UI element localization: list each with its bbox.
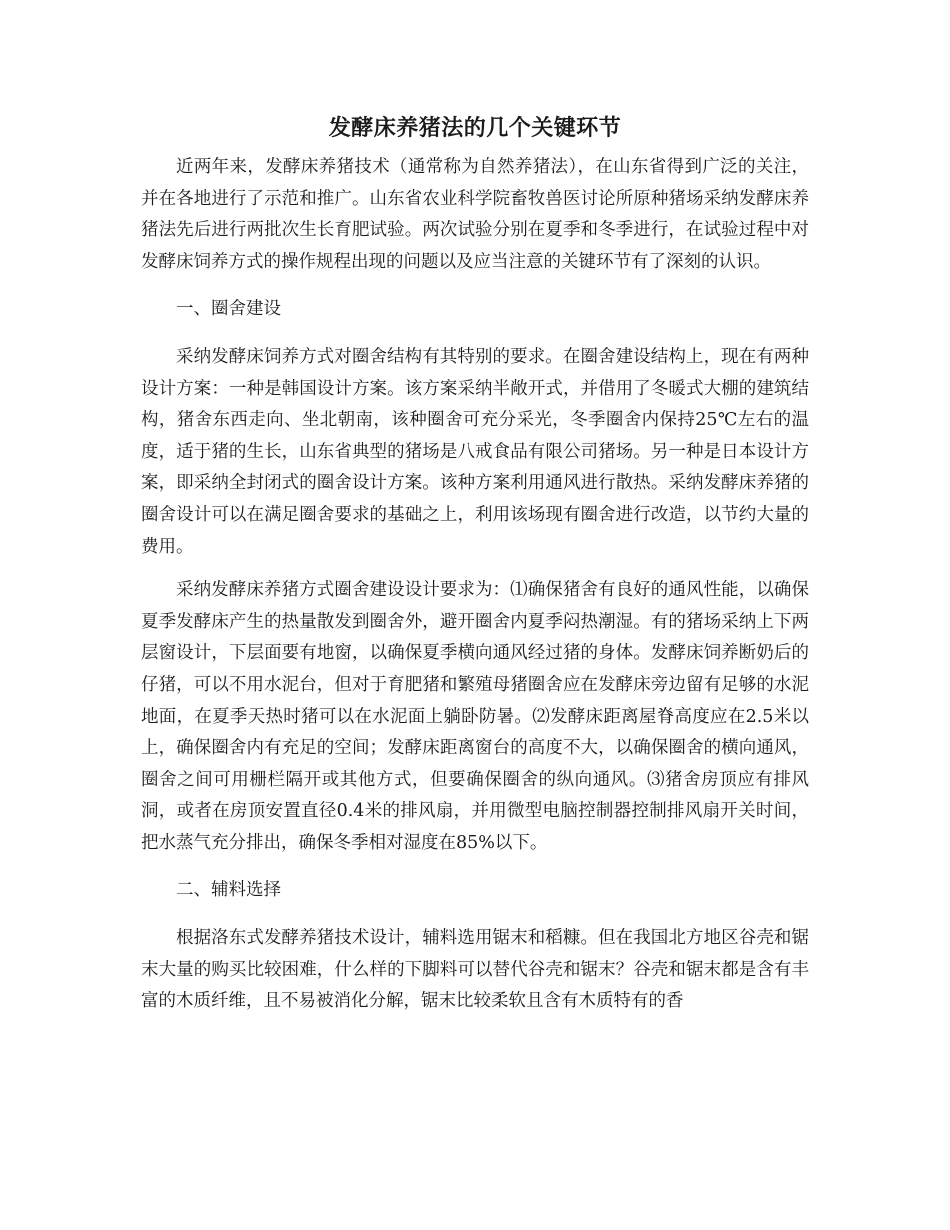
document-page [141, 112, 809, 1030]
section-heading-construction: 一、圈舍建设 [176, 299, 281, 320]
section-heading-materials: 二、辅料选择 [176, 880, 281, 901]
construction-paragraph-1: 采纳发酵床饲养方式对圈舍结构有其特别的要求。在圈舍建设结构上，现在有两种设计方案：一种是韩国设计方案。该方案采纳半敞开式，并借用了冬暖式大棚的建筑结构，猪舍东西走向、坐北朝南，该种圈舍可充分采光，冬季圈舍内保持25℃左右的温度，适于猪的生长，山东省典型的猪场是八戒食品有限公司猪场。另一种是日本设计方案，即采纳全封闭式的圈舍设计方案。该种方案利用通风进行散热。采纳发酵床养猪的圈舍设计可以在满足圈舍要求的基础之上，利用该场现有圈舍进行改造，以节约大量的费用。 [141, 346, 809, 557]
construction-paragraph-2: 采纳发酵床养猪方式圈舍建设设计要求为：⑴确保猪舍有良好的通风性能，以确保夏季发酵床产生的热量散发到圈舍外，避开圈舍内夏季闷热潮湿。有的猪场采纳上下两层窗设计，下层面要有地窗，以确保夏季横向通风经过猪的身体。发酵床饲养断奶后的仔猪，可以不用水泥台，但对于育肥猪和繁殖母猪圈舍应在发酵床旁边留有足够的水泥地面，在夏季天热时猪可以在水泥面上躺卧防暑。⑵发酵床距离屋脊高度应在2.5米以上，确保圈舍内有充足的空间；发酵床距离窗台的高度不大，以确保圈舍的横向通风，圈舍之间可用栅栏隔开或其他方式，但要确保圈舍的纵向通风。⑶猪舍房顶应有排风洞，或者在房顶安置直径0.4米的排风扇，并用微型电脑控制器控制排风扇开关时间，把水蒸气充分排出，确保冬季相对湿度在85%以下。 [141, 580, 809, 853]
materials-paragraph-1: 根据洛东式发酵养猪技术设计，辅料选用锯末和稻糠。但在我国北方地区谷壳和锯末大量的购买比较困难，什么样的下脚料可以替代谷壳和锯末？谷壳和锯末都是含有丰富的木质纤维，且不易被消化分解，锯末比较柔软且含有木质特有的香 [141, 928, 809, 1012]
document-title: 发酵床养猪法的几个关键环节 [328, 115, 622, 141]
intro-paragraph: 近两年来，发酵床养猪技术（通常称为自然养猪法），在山东省得到广泛的关注，并在各地进行了示范和推广。山东省农业科学院畜牧兽医讨论所原种猪场采纳发酵床养猪法先后进行两批次生长育肥试验。两次试验分别在夏季和冬季进行，在试验过程中对发酵床饲养方式的操作规程出现的问题以及应当注意的关键环节有了深刻的认识。 [141, 157, 809, 272]
